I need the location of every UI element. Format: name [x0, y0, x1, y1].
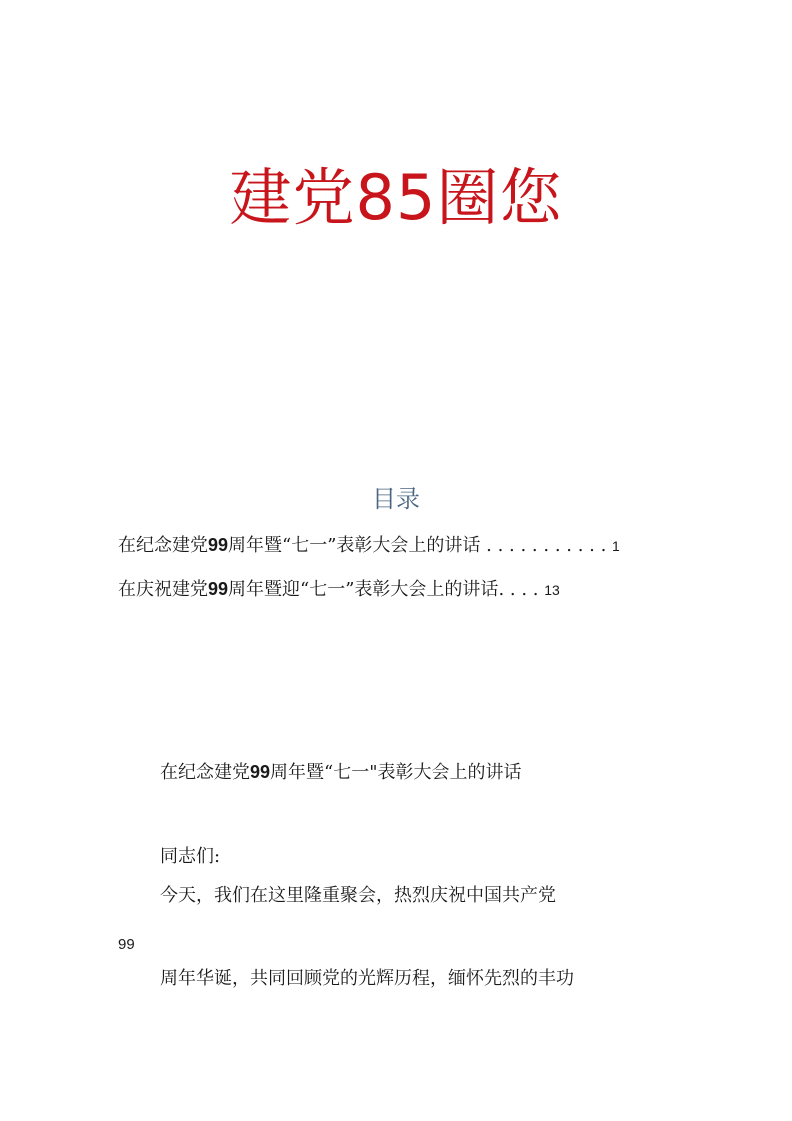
toc-entry-dots: . . . . — [498, 579, 545, 600]
toc-entry-suffix: 周年暨“七一”表彰大会上的讲话 — [228, 535, 481, 556]
toc-heading: 目录 — [372, 485, 420, 513]
section-heading-suffix: 周年暨“七一"表彰大会上的讲话 — [270, 762, 522, 783]
toc-entry-page: 13 — [544, 582, 560, 598]
toc-entry[interactable] — [118, 531, 620, 560]
toc-entry-prefix: 在庆祝建党 — [118, 579, 208, 600]
section-heading-number: 99 — [250, 762, 271, 782]
toc-entry-number: 99 — [208, 535, 229, 555]
toc-entry[interactable] — [118, 575, 560, 604]
paragraph-number: 99 — [118, 936, 135, 953]
toc-entry-page: 1 — [612, 538, 620, 554]
section-heading — [160, 758, 522, 787]
paragraph: 今天，我们在这里隆重聚会，热烈庆祝中国共产党 — [160, 885, 556, 906]
toc-entry-number: 99 — [208, 579, 229, 599]
document-title: 建党85圈您 — [229, 161, 563, 234]
greeting: 同志们: — [160, 846, 221, 867]
toc-entry-suffix: 周年暨迎“七一”表彰大会上的讲话 — [228, 579, 499, 600]
section-heading-prefix: 在纪念建党 — [160, 762, 250, 783]
paragraph: 周年华诞，共同回顾党的光辉历程，缅怀先烈的丰功 — [160, 968, 574, 989]
toc-entry-dots: . . . . . . . . . . . — [480, 535, 613, 556]
toc-entry-prefix: 在纪念建党 — [118, 535, 208, 556]
